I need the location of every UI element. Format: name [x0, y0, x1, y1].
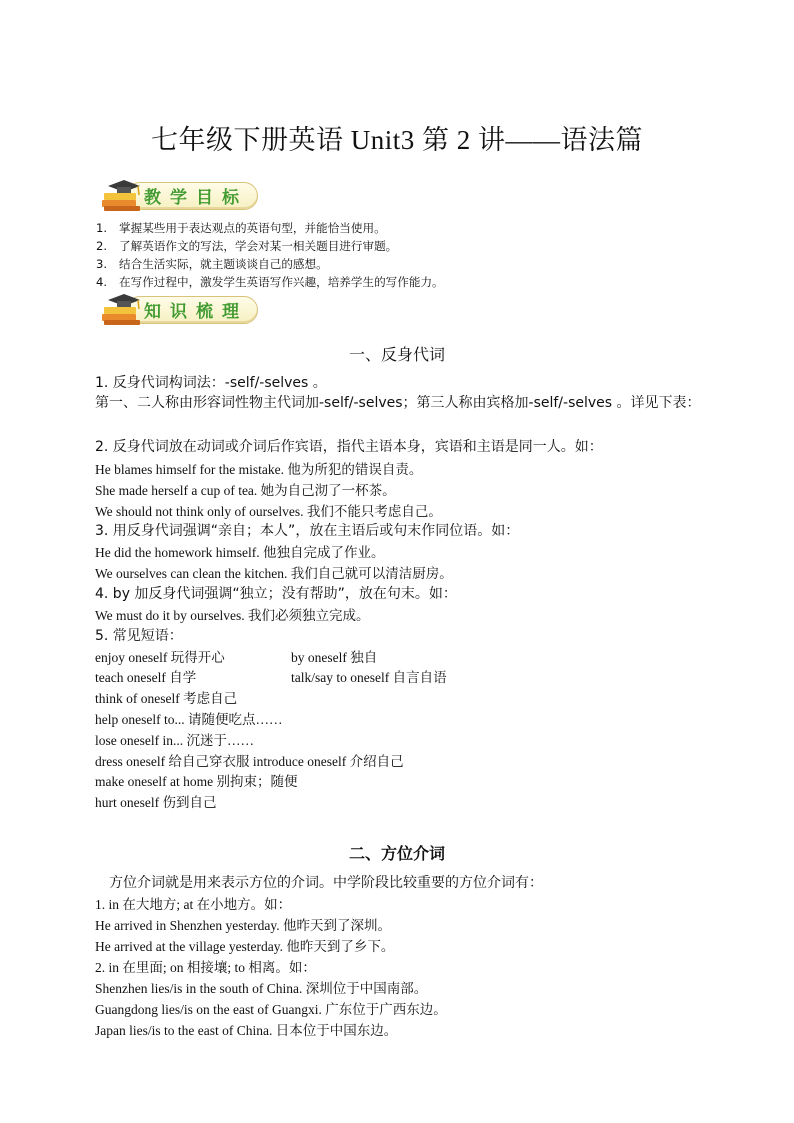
list-item — [96, 255, 444, 273]
example-sentence: He arrived at the village yesterday. 他昨天到了乡下。 — [95, 939, 395, 954]
example-sentence: Japan lies/is to the east of China. 日本位于中国东边。 — [95, 1023, 398, 1038]
paragraph: 3. 用反身代词强调“亲自；本人”，放在主语后或句末作同位语。如： — [95, 523, 520, 539]
phrase: hurt oneself 伤到自己 — [95, 795, 217, 810]
phrase-row — [95, 770, 297, 790]
objectives-list — [96, 219, 444, 291]
phrase-row — [95, 750, 404, 770]
phrase: dress oneself 给自己穿衣服 introduce oneself 介绍自己 — [95, 754, 404, 769]
section-title: 一、反身代词 — [348, 345, 445, 364]
item-number: 3. — [96, 257, 108, 271]
paragraph: 2. 反身代词放在动词或介词后作宾语，指代主语本身，宾语和主语是同一人。如： — [95, 439, 603, 455]
list-item — [96, 219, 444, 237]
example-sentence: He arrived in Shenzhen yesterday. 他昨天到了深圳。 — [95, 918, 392, 933]
phrase-row — [95, 666, 447, 686]
phrase: enjoy oneself 玩得开心 — [95, 650, 225, 665]
item-text: 掌握某些用于表达观点的英语句型，并能恰当使用。 — [119, 221, 386, 235]
section-title: 二、方位介词 — [348, 844, 445, 863]
list-item — [96, 273, 444, 291]
graduation-books-icon — [100, 178, 148, 214]
example-sentence: We must do it by ourselves. 我们必须独立完成。 — [95, 608, 370, 623]
item-text: 结合生活实际，就主题谈谈自己的感想。 — [119, 257, 328, 271]
phrase-row — [95, 729, 254, 749]
phrase: by oneself 独自 — [291, 650, 378, 665]
example-sentence: She made herself a cup of tea. 她为自己沏了一杯茶。 — [95, 483, 396, 498]
phrase-row — [95, 687, 237, 707]
example-sentence: Shenzhen lies/is in the south of China. 深圳位于中国南部。 — [95, 981, 428, 996]
badge-label: 教学目标 — [144, 188, 248, 208]
example-sentence: We ourselves can clean the kitchen. 我们自己就可以清洁厨房。 — [95, 566, 453, 581]
phrase: make oneself at home 别拘束；随便 — [95, 774, 298, 789]
page-title: 七年级下册英语 Unit3 第 2 讲——语法篇 — [150, 125, 643, 155]
item-number: 1. — [96, 221, 108, 235]
phrase: help oneself to... 请随便吃点…… — [95, 712, 283, 727]
example-sentence: Guangdong lies/is on the east of Guangxi. 广东位于广西东边。 — [95, 1002, 447, 1017]
item-text: 在写作过程中，激发学生英语写作兴趣，培养学生的写作能力。 — [119, 275, 444, 289]
example-sentence: He did the homework himself. 他独自完成了作业。 — [95, 545, 385, 560]
phrase: lose oneself in... 沉迷于…… — [95, 733, 254, 748]
item-number: 4. — [96, 275, 108, 289]
paragraph: 第一、二人称由形容词性物主代词加-self/-selves；第三人称由宾格加-self/-selves 。详见下表： — [95, 395, 701, 411]
phrase: teach oneself 自学 — [95, 670, 197, 685]
phrase-row — [95, 791, 216, 811]
phrase-row — [95, 708, 282, 728]
knowledge-badge — [100, 292, 260, 326]
paragraph: 5. 常见短语： — [95, 628, 183, 644]
phrase-row — [95, 646, 378, 666]
paragraph: 1. in 在大地方; at 在小地方。如： — [95, 897, 292, 912]
paragraph: 2. in 在里面; on 相接壤; to 相离。如： — [95, 960, 316, 975]
phrase: think of oneself 考虑自己 — [95, 691, 238, 706]
list-item — [96, 237, 444, 255]
paragraph: 方位介词就是用来表示方位的介词。中学阶段比较重要的方位介词有： — [109, 875, 543, 891]
badge-label: 知识梳理 — [144, 302, 248, 322]
paragraph: 1. 反身代词构词法：-self/-selves 。 — [95, 375, 327, 391]
example-sentence: We should not think only of ourselves. 我们不能只考虑自己。 — [95, 504, 442, 519]
paragraph: 4. by 加反身代词强调“独立；没有帮助”，放在句末。如： — [95, 586, 457, 602]
phrase: talk/say to oneself 自言自语 — [291, 670, 447, 685]
objectives-badge — [100, 178, 260, 212]
example-sentence: He blames himself for the mistake. 他为所犯的错误自责。 — [95, 462, 423, 477]
item-number: 2. — [96, 239, 108, 253]
graduation-books-icon — [100, 292, 148, 328]
item-text: 了解英语作文的写法，学会对某一相关题目进行审题。 — [119, 239, 398, 253]
